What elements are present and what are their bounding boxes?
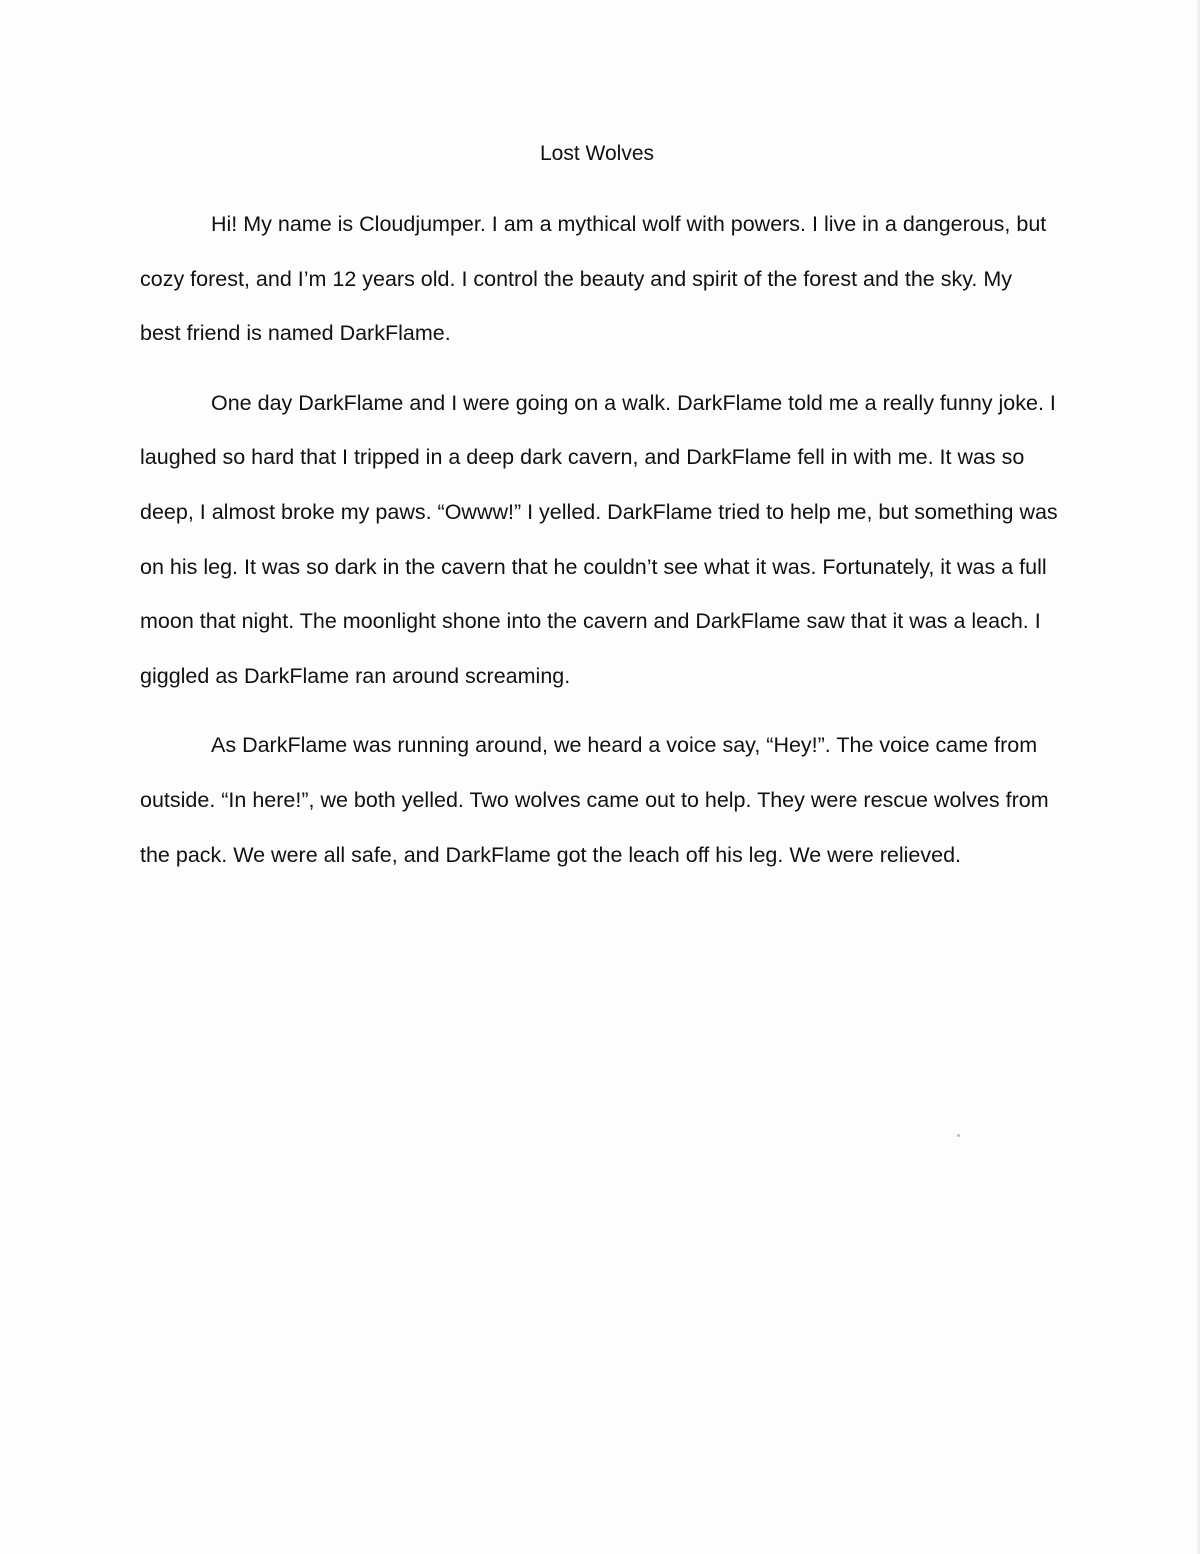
- paragraph-2: One day DarkFlame and I were going on a walk. DarkFlame told me a really funny joke. I laughed so hard that I tripped in a deep dark cavern, and DarkFlame fell in with me. It was so deep, I almost broke my paws. “Owww!” I yelled. DarkFlame tried to help me, but something was on his leg. It was so dark in the cavern that he couldn’t see what it was. Fortunately, it was a full moon that night. The moonlight shone into the cavern and DarkFlame saw that it was a leach. I giggled as DarkFlame ran around screaming.: [140, 390, 1058, 688]
- document-title: Lost Wolves: [540, 142, 654, 165]
- paragraph-1: Hi! My name is Cloudjumper. I am a mythical wolf with powers. I live in a dangerous, but cozy forest, and I’m 12 years old. I control the beauty and spirit of the forest and the sky. My best friend is named DarkFlame.: [140, 212, 1047, 346]
- scan-edge-shadow: [1196, 0, 1200, 1554]
- paragraph-3: As DarkFlame was running around, we heard a voice say, “Hey!”. The voice came from outside. “In here!”, we both yelled. Two wolves came out to help. They were rescue wolves from the pack. We were all safe, and DarkFlame got the leach off his leg. We were relieved.: [140, 733, 1049, 867]
- story-body: [140, 197, 1058, 897]
- scan-speck: [957, 1134, 960, 1137]
